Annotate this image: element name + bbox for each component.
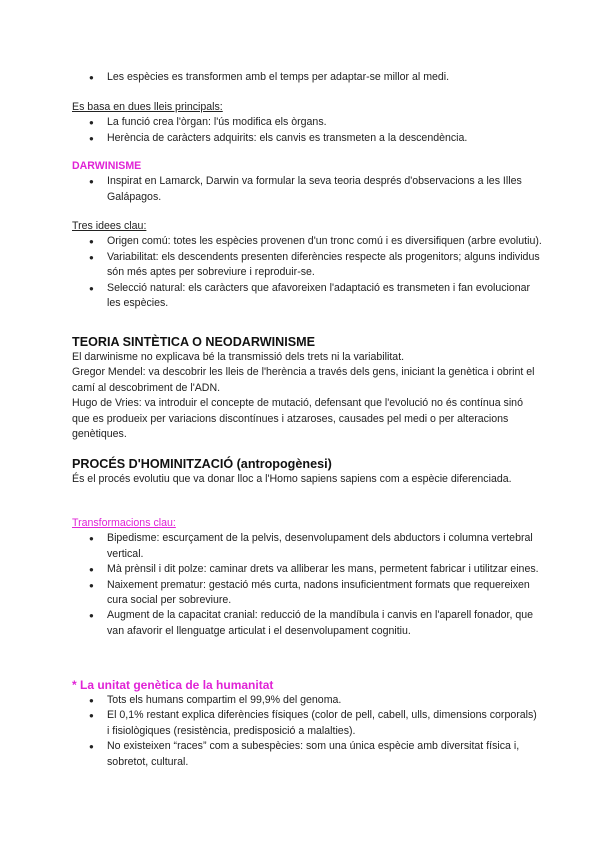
lamarck-tail-section (72, 70, 542, 85)
list-item: ● Variabilitat: els descendents presenten diferències respecte als progenitors; alguns individus són més aptes per sobreviure i reproduir-se. (72, 250, 542, 281)
unitat-list (72, 693, 542, 770)
list-item: ● El 0,1% restant explica diferències físiques (color de pell, cabell, ulls, dimensions corporals) i fisiològiques (resistència, predisposició a malalties). (72, 708, 542, 739)
neodarwinisme-paragraph-1: El darwinisme no explicava bé la transmissió dels trets ni la variabilitat. (72, 351, 405, 363)
unitat-section (72, 677, 542, 770)
idees-list (72, 234, 542, 311)
unitat-heading: * La unitat genètica de la humanitat (72, 678, 274, 692)
list-item: ● Mà prènsil i dit polze: caminar drets va alliberar les mans, permetent fabricar i utilitzar eines. (72, 562, 542, 577)
list-item: ● Bipedisme: escurçament de la pelvis, desenvolupament dels abductors i columna vertebral vertical. (72, 531, 542, 562)
neodarwinisme-heading: TEORIA SINTÈTICA O NEODARWINISME (72, 335, 316, 349)
neodarwinisme-paragraph-2: Gregor Mendel: va descobrir les lleis de l'herència a través dels gens, iniciant la genètica i obrint el camí al descobriment de l'ADN. (72, 366, 535, 394)
list-item: ● No existeixen “races” com a subespècies: som una única espècie amb diversitat física i, sobretot, cultural. (72, 739, 542, 770)
hominitzacio-section (72, 456, 542, 487)
darwinisme-section (72, 159, 542, 205)
lleis-list (72, 115, 542, 146)
darwinisme-heading: DARWINISME (72, 160, 142, 172)
list-item: ● Herència de caràcters adquirits: els canvis es transmeten a la descendència. (72, 131, 542, 146)
transformacions-list (72, 531, 542, 639)
list-item: ● Naixement prematur: gestació més curta, nadons insuficientment formats que requereixen cura social per sobreviure. (72, 578, 542, 609)
list-item: ● Les espècies es transformen amb el temps per adaptar-se millor al medi. (72, 70, 542, 85)
hominitzacio-heading: PROCÉS D'HOMINITZACIÓ (antropogènesi) (72, 457, 332, 471)
idees-section (72, 219, 542, 311)
list-item: ● Origen comú: totes les espècies provenen d'un tronc comú i es diversifiquen (arbre evolutiu). (72, 234, 542, 249)
neodarwinisme-section (72, 334, 542, 442)
transformacions-section (72, 516, 542, 639)
lleis-section (72, 100, 542, 146)
lleis-label: Es basa en dues lleis principals: (72, 101, 223, 113)
idees-label: Tres idees clau: (72, 220, 147, 232)
lamarck-tail-list (72, 70, 542, 85)
list-item: ● Augment de la capacitat cranial: reducció de la mandíbula i canvis en l'aparell fonador, que van afavorir el llenguatge articulat i el desenvolupament cognitiu. (72, 608, 542, 639)
list-item: ● Selecció natural: els caràcters que afavoreixen l'adaptació es transmeten i fan evolucionar les espècies. (72, 281, 542, 312)
list-item: ● La funció crea l'òrgan: l'ús modifica els òrgans. (72, 115, 542, 130)
list-item: ● Inspirat en Lamarck, Darwin va formular la seva teoria després d'observacions a les Illes Galápagos. (72, 174, 542, 205)
darwinisme-list (72, 174, 542, 205)
hominitzacio-intro: És el procés evolutiu que va donar lloc a l'Homo sapiens sapiens com a espècie diferenciada. (72, 473, 512, 485)
transformacions-label: Transformacions clau: (72, 517, 176, 529)
neodarwinisme-paragraph-3: Hugo de Vries: va introduir el concepte de mutació, defensant que l'evolució no és contínua sinó que es produeix per variacions discontínues i atzaroses, causades pel medi o per alteracions genètiques. (72, 397, 523, 441)
list-item: ● Tots els humans compartim el 99,9% del genoma. (72, 693, 542, 708)
